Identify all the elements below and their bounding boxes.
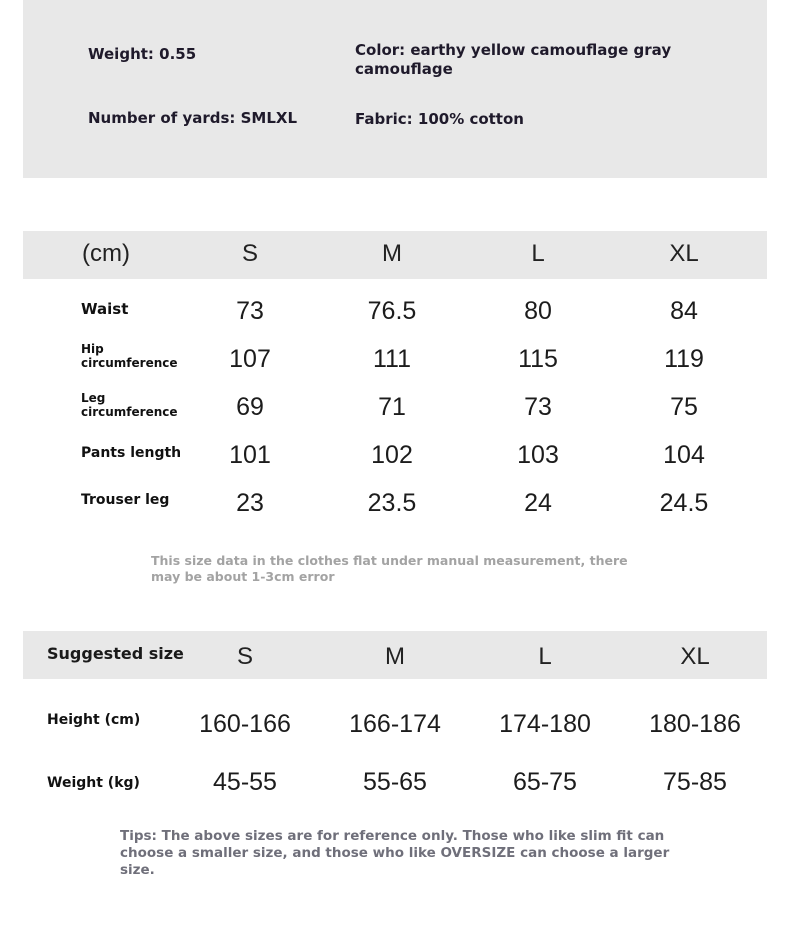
table-cell: 104 [663,441,705,469]
suggested-header-m: M [385,643,405,670]
suggested-size-label: Suggested size [47,644,184,663]
table-cell: 119 [664,345,704,373]
row-label-trouser-leg: Trouser leg [81,492,170,508]
suggested-header-s: S [236,643,253,670]
spec-weight: Weight: 0.55 [88,45,197,63]
table-cell: 45-55 [213,768,277,796]
table-cell: 24.5 [659,489,709,517]
measurement-note: This size data in the clothes flat under manual measurement, there may be about 1-3cm error [151,553,628,584]
spec-fabric: Fabric: 100% cotton [355,110,524,128]
table-cell: 55-65 [363,768,427,796]
row-label-weight: Weight (kg) [47,775,140,791]
suggested-header-xl: XL [680,643,710,670]
table-cell: 115 [518,345,558,373]
table-cell: 80 [524,297,552,325]
table-cell: 23.5 [367,489,417,517]
row-label-waist: Waist [81,300,129,318]
table-cell: 24 [524,489,552,517]
table-cell: 84 [670,297,698,325]
table-cell: 73 [236,297,264,325]
table-cell: 160-166 [199,710,291,738]
row-label-leg: Leg circumference [81,391,178,419]
table-cell: 75 [670,393,698,421]
table-cell: 65-75 [513,768,577,796]
table-cell: 111 [372,345,411,373]
table-cell: 75-85 [663,768,727,796]
table-cell: 23 [236,489,264,517]
size-header-m: M [382,240,402,267]
table-cell: 180-186 [649,710,741,738]
unit-header: (cm) [82,240,130,267]
table-cell: 73 [524,393,552,421]
size-tips: Tips: The above sizes are for reference only. Those who like slim fit can choose a smaller size, and those who like OVERSIZE can choose a larger size. [120,828,670,878]
table-cell: 101 [229,441,271,469]
size-header-l: L [531,240,545,267]
spec-color: Color: earthy yellow camouflage gray camouflage [355,41,672,78]
row-label-height: Height (cm) [47,712,141,728]
size-header-s: S [241,240,258,267]
row-label-pants-length: Pants length [81,445,182,461]
row-label-hip: Hip circumference [81,342,178,370]
table-cell: 76.5 [367,297,417,325]
size-header-xl: XL [669,240,699,267]
table-cell: 107 [229,345,271,373]
table-cell: 174-180 [499,710,591,738]
table-cell: 102 [371,441,413,469]
table-cell: 103 [517,441,559,469]
table-cell: 71 [378,393,406,421]
table-cell: 69 [236,393,264,421]
spec-yards: Number of yards: SMLXL [88,109,298,127]
product-specs-panel [23,0,767,178]
table-cell: 166-174 [349,710,441,738]
suggested-header-l: L [538,643,552,670]
